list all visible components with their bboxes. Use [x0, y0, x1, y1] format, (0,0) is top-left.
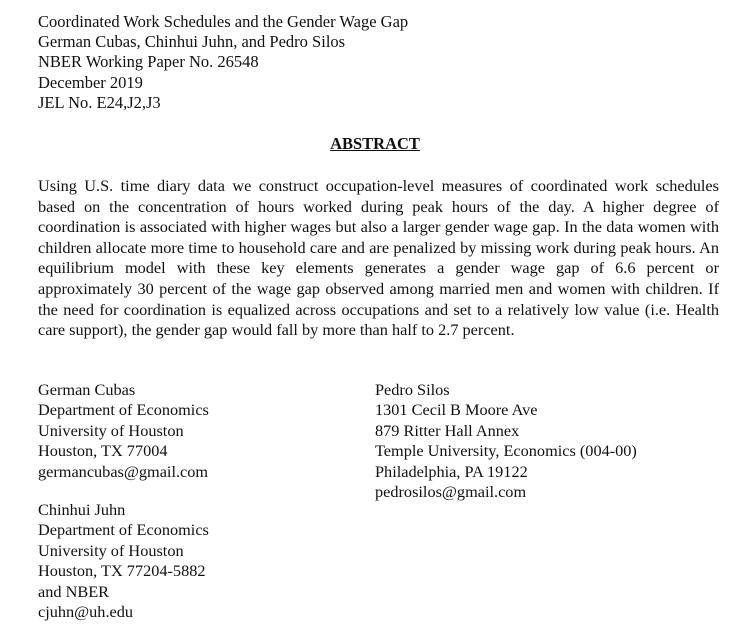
author-address-line: 1301 Cecil B Moore Ave — [375, 400, 538, 420]
author-block-silos — [375, 380, 637, 502]
author-affiliation-line: University of Houston — [38, 540, 184, 560]
paper-authors-line: German Cubas, Chinhui Juhn, and Pedro Silos — [38, 32, 346, 52]
paper-header — [38, 12, 408, 113]
author-email: cjuhn@uh.edu — [38, 602, 134, 622]
paper-title: Coordinated Work Schedules and the Gender Wage Gap — [38, 12, 409, 31]
author-affiliation-line: University of Houston — [38, 420, 184, 440]
author-name: Pedro Silos — [375, 380, 450, 399]
author-block-cubas — [38, 380, 209, 482]
paper-jel-codes: JEL No. E24,J2,J3 — [38, 92, 161, 112]
abstract-text: Using U.S. time diary data we construct occupation-level measures of coordinated work schedules based on the concentration of hours worked during peak hours of the day. A higher degree of coordination is associated with higher wages but also a larger gender wage gap. In the data women with children allocate more time to household care and are penalized by missing work during peak hours. An equilibrium model with these key elements generates a gender wage gap of 6.6 percent or approximately 30 percent of the wage gap observed among married men and women with children. If the need for coordination is equalized across occupations and set to a relatively low value (i.e. Health care support), the gender gap would fall by more than half to 2.7 percent. — [38, 176, 719, 340]
author-address-line: Houston, TX 77204-5882 — [38, 561, 206, 581]
author-affiliation-line: Department of Economics — [38, 520, 209, 540]
author-affiliation-line: and NBER — [38, 581, 109, 601]
author-email: pedrosilos@gmail.com — [375, 482, 527, 502]
paper-series: NBER Working Paper No. 26548 — [38, 52, 259, 72]
author-address-line: Houston, TX 77004 — [38, 441, 168, 461]
paper-date: December 2019 — [38, 72, 143, 92]
author-address-line: Philadelphia, PA 19122 — [375, 461, 528, 481]
author-name: German Cubas — [38, 380, 136, 399]
abstract-heading: ABSTRACT — [330, 134, 420, 153]
author-email: germancubas@gmail.com — [38, 461, 209, 481]
author-affiliation-line: Department of Economics — [38, 400, 209, 420]
author-affiliation-line: Temple University, Economics (004-00) — [375, 441, 637, 461]
author-block-juhn — [38, 500, 209, 622]
author-name: Chinhui Juhn — [38, 500, 126, 519]
author-address-line: 879 Ritter Hall Annex — [375, 420, 520, 440]
